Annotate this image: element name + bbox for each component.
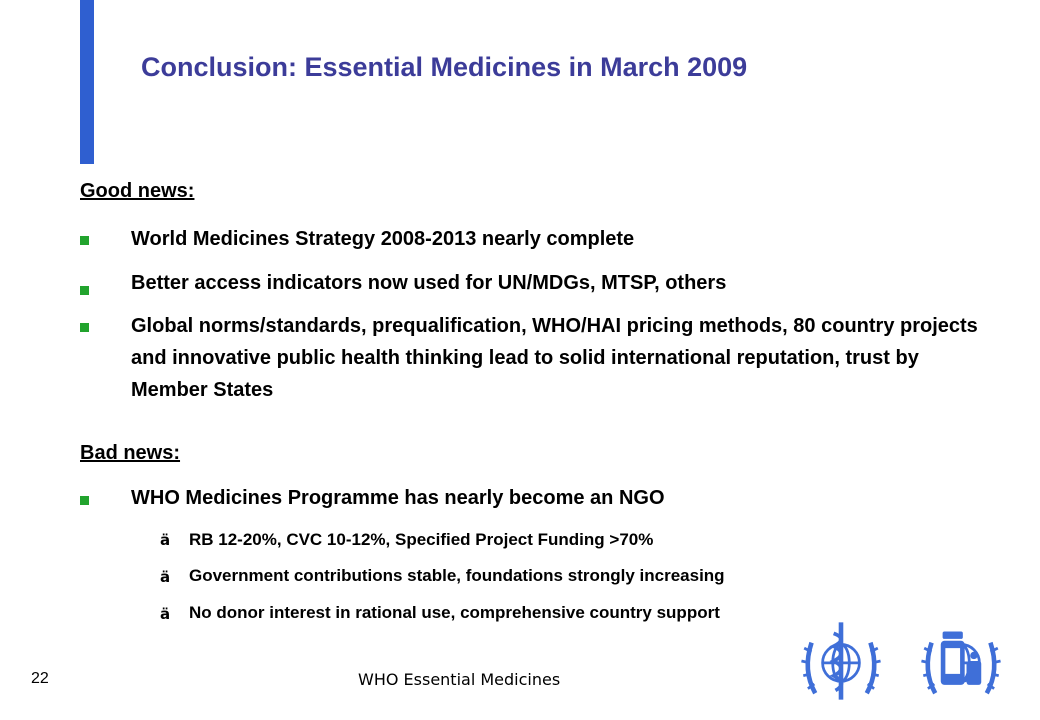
page-number: 22 [31, 670, 49, 687]
bad-news-sub-item: No donor interest in rational use, comprehensive country support [189, 603, 720, 622]
footer-text: WHO Essential Medicines [358, 670, 561, 689]
bullet-icon [80, 323, 89, 332]
sub-bullet-icon: ä [160, 568, 171, 586]
good-news-item: World Medicines Strategy 2008-2013 nearly complete [131, 228, 635, 250]
bad-news-sub-item: Government contributions stable, foundations strongly increasing [189, 566, 725, 585]
accent-bar [80, 0, 94, 164]
sub-bullet-icon: ä [160, 605, 171, 623]
bullet-icon [80, 236, 89, 245]
who-emblem-icon [795, 615, 887, 707]
bullet-icon [80, 496, 89, 505]
slide-title: Conclusion: Essential Medicines in March 2009 [141, 52, 748, 82]
sub-bullet-icon: ä [160, 531, 171, 549]
bad-news-item: WHO Medicines Programme has nearly become an NGO [131, 487, 665, 509]
who-medicines-emblem-icon [915, 615, 1007, 707]
good-news-item: Better access indicators now used for UN/MDGs, MTSP, others [131, 272, 727, 294]
good-news-item: Global norms/standards, prequalification, WHO/HAI pricing methods, 80 country projects and innovative public health thinking lead to solid international reputation, trust by Member States [131, 315, 978, 401]
bullet-icon [80, 286, 89, 295]
bad-news-heading: Bad news: [80, 442, 181, 464]
bad-news-sub-item: RB 12-20%, CVC 10-12%, Specified Project Funding >70% [189, 530, 654, 549]
good-news-heading: Good news: [80, 180, 195, 202]
